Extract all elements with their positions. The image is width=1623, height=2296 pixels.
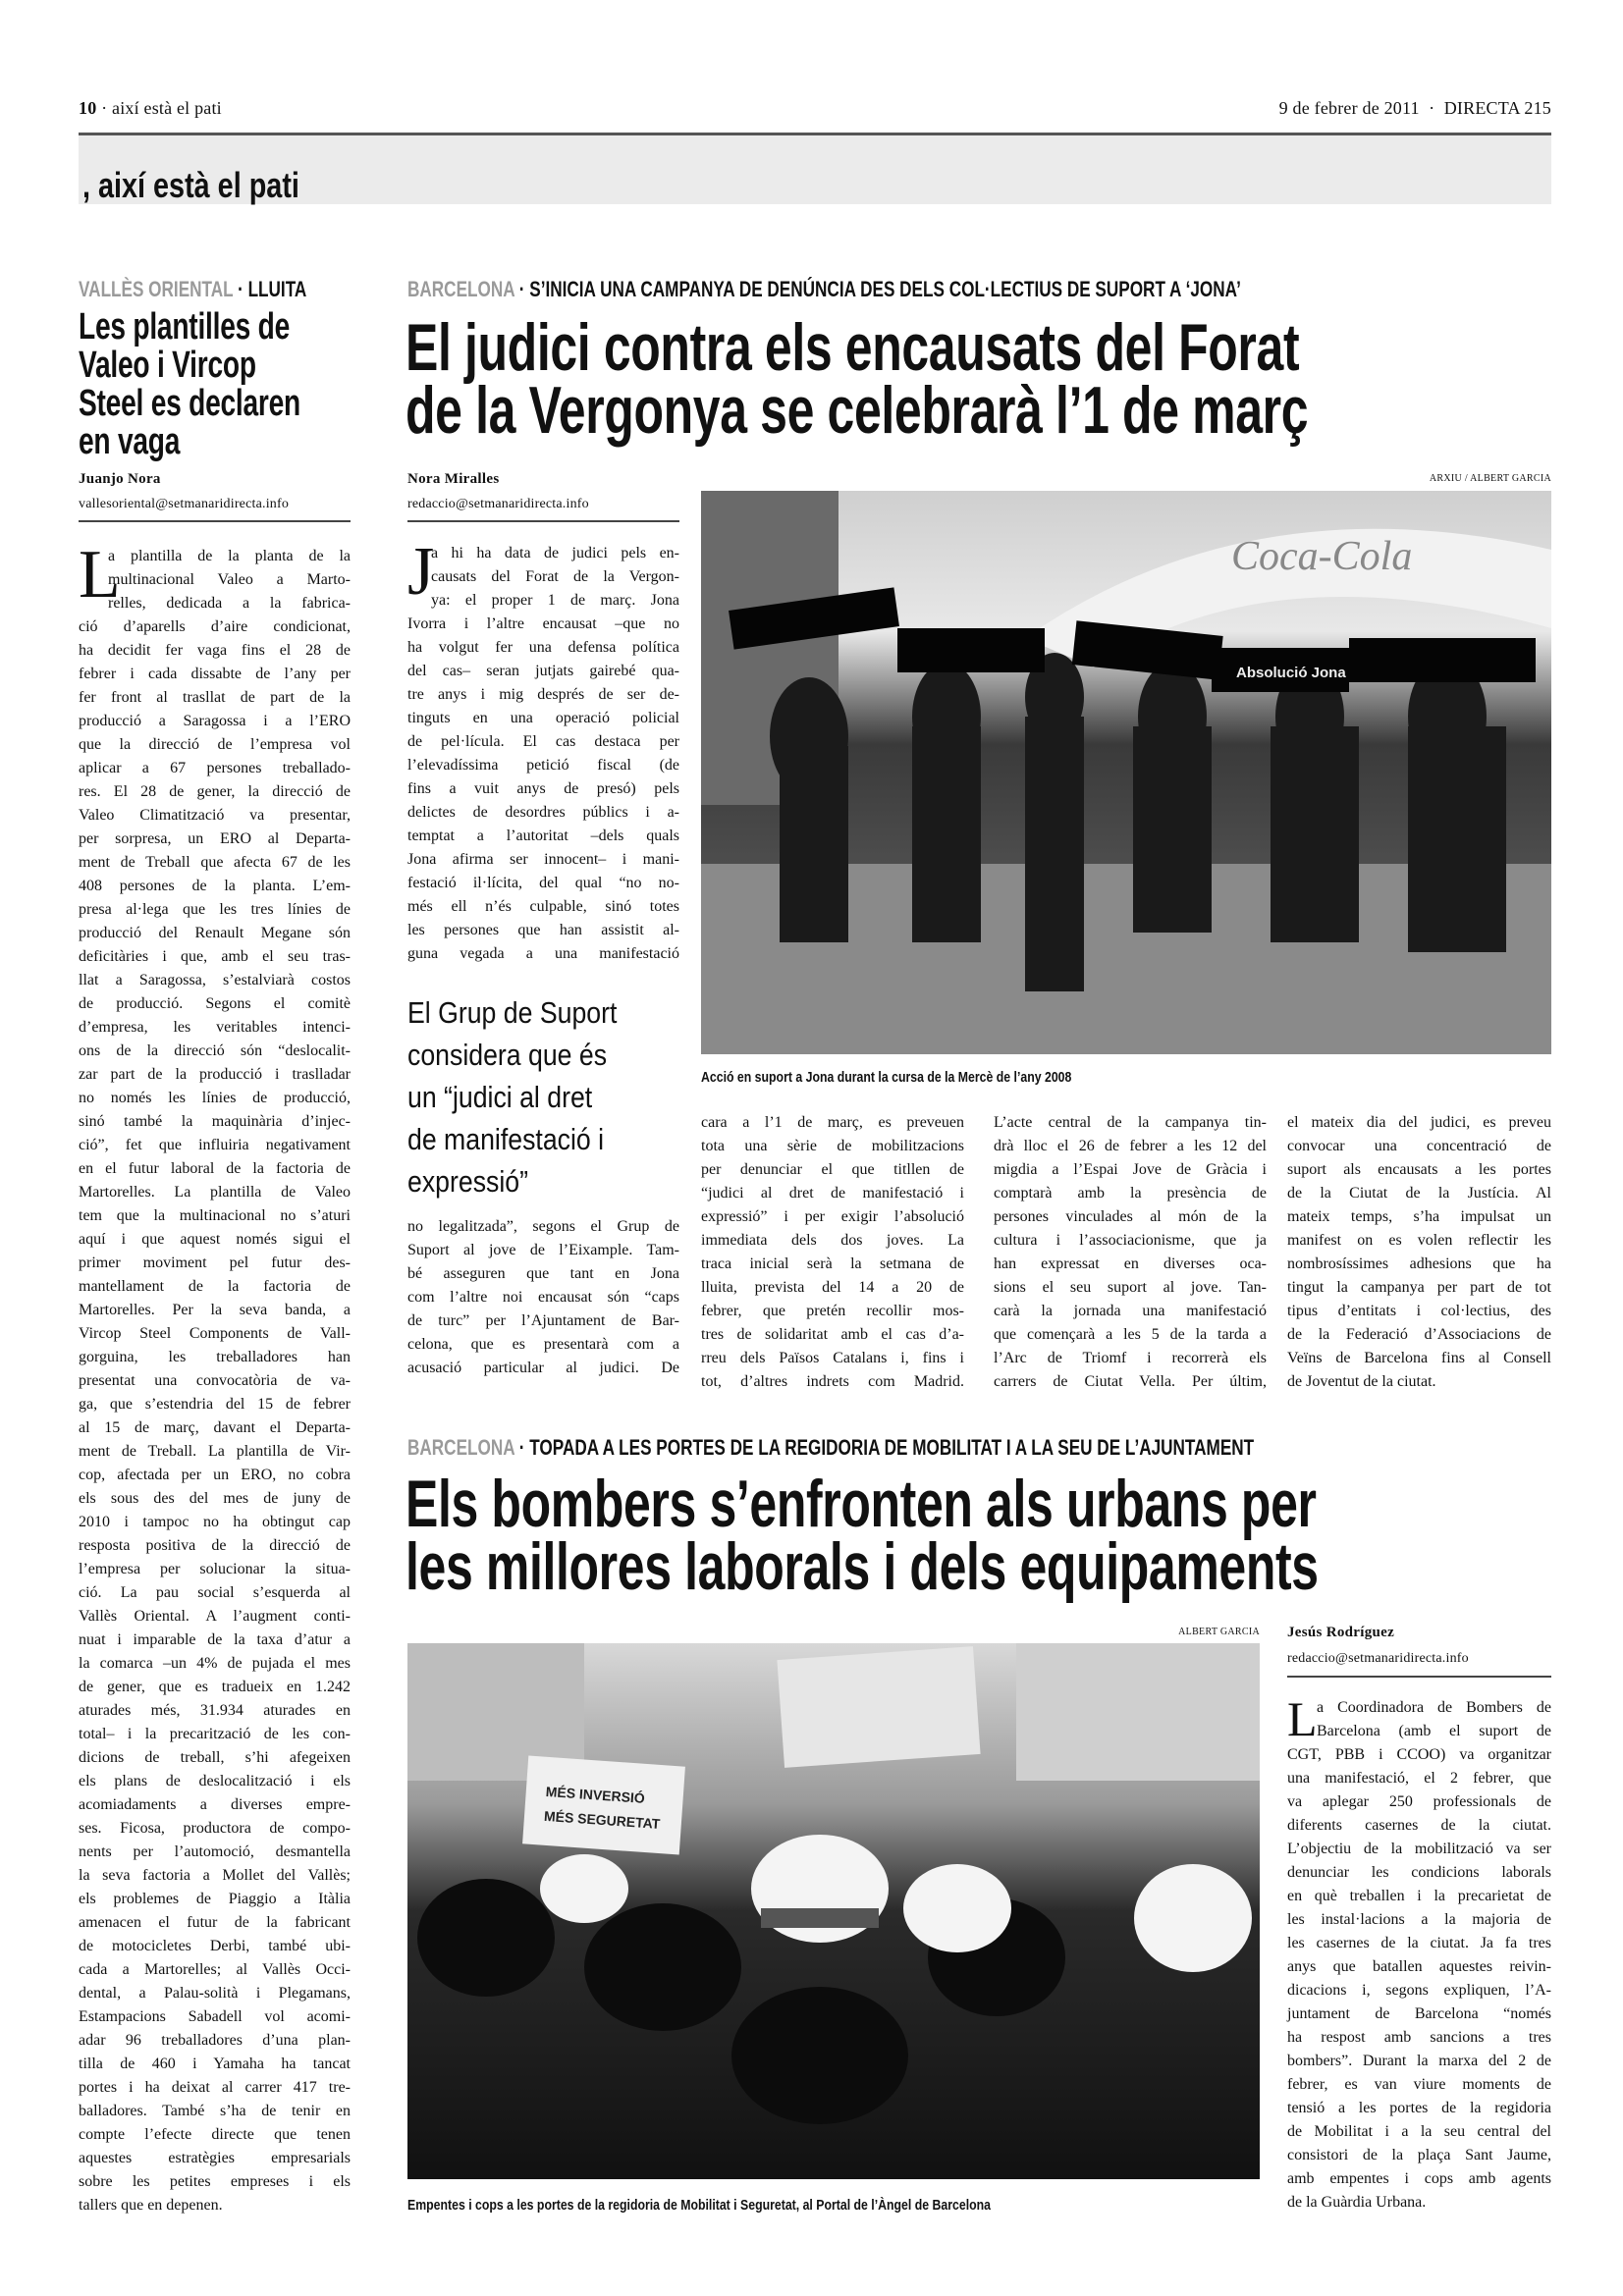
text-line: cara a l’1 de març, es preveuen <box>701 1114 964 1131</box>
drop-cap: L <box>79 537 121 613</box>
text-line: mateix temps, s’ha impulsat un <box>1287 1208 1551 1225</box>
headline-line: Els bombers s’enfronten als urbans per <box>406 1467 1317 1541</box>
bombers-article-body <box>1287 1691 1551 2215</box>
text-line: zar part de la producció i traslladar <box>79 1066 351 1083</box>
bombers-article-kicker: BARCELONA · TOPADA A LES PORTES DE LA REGIDORIA DE MOBILITAT I A LA SEU DE L’AJUNTAMENT <box>407 1435 1255 1460</box>
text-line: producció del Renault Megane són <box>79 925 351 941</box>
text-line: tallers que en depenen. <box>79 2197 223 2214</box>
jona-article-body-col1 <box>407 534 679 966</box>
author-name: Nora Miralles <box>407 471 500 487</box>
bombers-article-headline <box>406 1467 1554 1604</box>
text-line: que la direcció de l’empresa vol <box>79 736 351 753</box>
text-line: ons de la direcció són “deslocalit- <box>79 1042 351 1059</box>
text-line: traca inicial serà la setmana de <box>701 1255 964 1272</box>
text-line: drà lloc el 26 de febrer a les 12 del <box>994 1138 1267 1154</box>
text-line: no només les línies de producció, <box>79 1090 351 1106</box>
text-line: lluita, prevista del 14 a 20 de <box>701 1279 964 1296</box>
text-line: de Joventut de la ciutat. <box>1287 1373 1436 1390</box>
text-line: convocar una concentració de <box>1287 1138 1551 1154</box>
photo-lettering: MÉS SEGURETAT <box>543 1807 661 1833</box>
headline-line: Les plantilles de <box>79 306 291 347</box>
text-line: a plantilla de la planta de la <box>108 548 351 564</box>
text-line: ció d’aparells d’aire condicionat, <box>79 618 351 635</box>
text-line: tipus d’entitats i col·lectius, des <box>1287 1303 1551 1319</box>
text-line: producció a Saragossa i a l’ERO <box>79 713 351 729</box>
text-line: a hi ha data de judici pels en- <box>431 545 679 561</box>
photo-credit: ARXIU / ALBERT GARCIA <box>1429 473 1551 484</box>
text-line: migdia a l’Espai Jove de Gràcia i <box>994 1161 1267 1178</box>
drop-cap: L <box>1287 1691 1318 1746</box>
firefighters-clash-photo <box>407 1643 1260 2179</box>
text-line: la seva factoria a Mollet del Vallès; <box>79 1867 351 1884</box>
text-line: Jona afirma ser innocent– i mani- <box>407 851 679 868</box>
byline-rule <box>1287 1676 1551 1678</box>
text-line: de pel·lícula. El cas destaca per <box>407 733 679 750</box>
text-line: cada a Martorelles; al Vallès Occi- <box>79 1961 351 1978</box>
text-line: aturades més, 31.934 aturades en <box>79 1702 351 1719</box>
text-line: el mateix dia del judici, es preveu <box>1287 1114 1551 1131</box>
text-line: persones vinculades al món de la <box>994 1208 1267 1225</box>
text-line: 2010 i tampoc no ha obtingut cap <box>79 1514 351 1530</box>
text-line: de Mobilitat i a la seu central del <box>1287 2123 1551 2140</box>
text-line: anys que batallen aquestes reivin- <box>1287 1958 1551 1975</box>
text-line: Suport al jove de l’Eixample. Tam- <box>407 1242 679 1258</box>
text-line: immediata dels dos joves. La <box>701 1232 964 1249</box>
text-line: L’objectiu de la mobilització va ser <box>1287 1841 1551 1857</box>
text-line: febrer, que pretén recollir mos- <box>701 1303 964 1319</box>
text-line: total– i la precarització de les con- <box>79 1726 351 1742</box>
text-line: rreu dels Països Catalans i, fins i <box>701 1350 964 1366</box>
text-line: consistori de la plaça Sant Jaume, <box>1287 2147 1551 2163</box>
text-line: que començarà a les 5 de la tarda a <box>994 1326 1267 1343</box>
text-line: llat a Saragossa, s’estalviarà costos <box>79 972 351 988</box>
photo-lettering: Coca-Cola <box>1231 534 1413 579</box>
text-line: de turc” per l’Ajuntament de Bar- <box>407 1312 679 1329</box>
headline-line: de la Vergonya se celebrarà l’1 de març <box>406 373 1309 448</box>
jona-article-body-col2 <box>701 1111 964 1394</box>
text-line: Vallès Oriental. A l’augment conti- <box>79 1608 351 1625</box>
text-line: l’empresa per solucionar la situa- <box>79 1561 351 1577</box>
photo-credit: ALBERT GARCIA <box>1178 1627 1260 1637</box>
text-line: gorguina, les treballadores han <box>79 1349 351 1365</box>
text-line: febrer i cada dissabte de l’any per <box>79 666 351 682</box>
pull-quote-line: de manifestació i <box>407 1122 605 1156</box>
text-line: els problemes de Piaggio a Itàlia <box>79 1891 351 1907</box>
text-line: han expressat en diverses oca- <box>994 1255 1267 1272</box>
text-line: dicacions i, segons expliquen, l’A- <box>1287 1982 1551 1999</box>
photo-image <box>407 1643 1260 2179</box>
kicker-place: BARCELONA <box>407 1435 514 1460</box>
text-line: denunciar les condicions laborals <box>1287 1864 1551 1881</box>
left-article-body <box>79 537 351 2217</box>
text-line: expressió” i per exigir l’absolució <box>701 1208 964 1225</box>
jona-article-body-col3 <box>994 1111 1267 1394</box>
text-line: cultura i l’associacionisme, que ja <box>994 1232 1267 1249</box>
text-line: suport als encausats a les portes <box>1287 1161 1551 1178</box>
separator: · <box>101 98 108 118</box>
author-email[interactable]: redaccio@setmanaridirecta.info <box>1287 1651 1469 1666</box>
text-line: adar 96 treballadores d’una plan- <box>79 2032 351 2049</box>
author-email[interactable]: vallesoriental@setmanaridirecta.info <box>79 497 290 511</box>
headline-line: Steel es declaren <box>79 383 301 424</box>
text-line: amenacen el futur de la fabricant <box>79 1914 351 1931</box>
publication-issue: DIRECTA 215 <box>1443 98 1551 118</box>
page-number: 10 <box>79 98 97 118</box>
text-line: Valeo Climatització va presentar, <box>79 807 351 824</box>
text-line: ció”, fet que influiria negativament <box>79 1137 351 1153</box>
text-line: carrers de Ciutat Vella. Per últim, <box>994 1373 1267 1390</box>
text-line: de la Guàrdia Urbana. <box>1287 2194 1427 2211</box>
text-line: acusació particular al judici. De <box>407 1360 679 1376</box>
photo-caption: Empentes i cops a les portes de la regidoria de Mobilitat i Seguretat, al Portal de l’Àngel de Barcelona <box>407 2197 991 2214</box>
text-line: cop, afectada per un ERO, no cobra <box>79 1467 351 1483</box>
section-band <box>79 135 1551 204</box>
text-line: diferents casernes de la ciutat. <box>1287 1817 1551 1834</box>
text-line: mantellament de la factoria de <box>79 1278 351 1295</box>
text-line: aquí i que aquest només sigui el <box>79 1231 351 1248</box>
text-line: tre anys i mig després de ser de- <box>407 686 679 703</box>
text-line: una manifestació, el 2 febrer, que <box>1287 1770 1551 1787</box>
text-line: dicions de treball, s’hi afegeixen <box>79 1749 351 1766</box>
text-line: no legalitzada”, segons el Grup de <box>407 1218 679 1235</box>
text-line: d’empresa, les veritables intenci- <box>79 1019 351 1036</box>
text-line: va aplegar 250 professionals de <box>1287 1793 1551 1810</box>
text-line: juntament de Barcelona “només <box>1287 2005 1551 2022</box>
jona-article-kicker: BARCELONA · S’INICIA UNA CAMPANYA DE DENÚNCIA DES DELS COL·LECTIUS DE SUPORT A ‘JONA’ <box>407 277 1241 301</box>
text-line: Martorelles. Per la seva banda, a <box>79 1302 351 1318</box>
text-line: sinó també la maquinària d’injec- <box>79 1113 351 1130</box>
running-head-left <box>79 98 222 119</box>
text-line: la comarca –un 4% de pujada el mes <box>79 1655 351 1672</box>
kicker-place: VALLÈS ORIENTAL <box>79 277 234 301</box>
text-line: fer front al trasllat de part de la <box>79 689 351 706</box>
jona-article-headline <box>406 310 1554 448</box>
text-line: sions el seu suport al jove. Tan- <box>994 1279 1267 1296</box>
separator: · <box>1429 98 1435 118</box>
byline-rule <box>407 520 679 522</box>
text-line: aquestes estratègies empresarials <box>79 2150 351 2166</box>
text-line: ya: el proper 1 de març. Jona <box>431 592 679 609</box>
photo-caption: Acció en suport a Jona durant la cursa de la Mercè de l’any 2008 <box>701 1069 1072 1086</box>
text-line: ment de Treball. La plantilla de Vir- <box>79 1443 351 1460</box>
text-line: portes i ha deixat al carrer 417 tre- <box>79 2079 351 2096</box>
headline-line: El judici contra els encausats del Forat <box>406 310 1300 385</box>
text-line: resposta positiva de la direcció de <box>79 1537 351 1554</box>
text-line: nuat i imparable de la taxa d’atur a <box>79 1631 351 1648</box>
text-line: del cas– seran jutjats gairebé qua- <box>407 663 679 679</box>
headline-line: en vaga <box>79 421 181 462</box>
section-title: , així està el pati <box>82 165 299 205</box>
text-line: Martorelles. La plantilla de Valeo <box>79 1184 351 1201</box>
text-line: Barcelona (amb el suport de <box>1317 1723 1551 1739</box>
text-line: ses. Ficosa, productora de compo- <box>79 1820 351 1837</box>
text-line: CGT, PBB i CCOO) va organitzar <box>1287 1746 1551 1763</box>
text-line: Estampacions Sabadell vol acomi- <box>79 2008 351 2025</box>
text-line: L’acte central de la campanya tin- <box>994 1114 1267 1131</box>
text-line: primer moviment pel futur des- <box>79 1255 351 1271</box>
text-line: deficitàries i que, amb el seu tras- <box>79 948 351 965</box>
text-line: res. El 28 de gener, la direcció de <box>79 783 351 800</box>
text-line: bombers”. Durant la marxa del 2 de <box>1287 2053 1551 2069</box>
running-section: així està el pati <box>112 98 222 118</box>
text-line: per denunciar el que titllen de <box>701 1161 964 1178</box>
pull-quote-line: considera que és <box>407 1038 608 1072</box>
text-line: manifest on es volen reflectir les <box>1287 1232 1551 1249</box>
left-article-kicker: VALLÈS ORIENTAL · LLUITA <box>79 277 307 301</box>
text-line: tres de solidaritat amb el cas d’a- <box>701 1326 964 1343</box>
text-line: ha volgut fer una defensa política <box>407 639 679 656</box>
headline-line: Valeo i Vircop <box>79 345 256 386</box>
photo-image <box>701 491 1551 1054</box>
text-line: acomiadaments a diverses empre- <box>79 1796 351 1813</box>
photo-lettering: MÉS INVERSIÓ <box>545 1783 646 1806</box>
text-line: en el futur laboral de la factoria de <box>79 1160 351 1177</box>
text-line: tota una sèrie de mobilitzacions <box>701 1138 964 1154</box>
text-line: tingut la campanya per part de tot <box>1287 1279 1551 1296</box>
text-line: multinacional Valeo a Marto- <box>108 571 351 588</box>
text-line: festació il·lícita, del qual “no no- <box>407 875 679 891</box>
text-line: de la Ciutat de la Justícia. Al <box>1287 1185 1551 1201</box>
text-line: tot, d’altres indrets com Madrid. <box>701 1373 964 1390</box>
issue-date: 9 de febrer de 2011 <box>1278 98 1420 118</box>
text-line: per sorpresa, un ERO al Departa- <box>79 830 351 847</box>
text-line: compte l’efecte directe que tenen <box>79 2126 351 2143</box>
text-line: més ell n’és culpable, sinó totes <box>407 898 679 915</box>
text-line: presentat una convocatòria de va- <box>79 1372 351 1389</box>
jona-article-body-col4 <box>1287 1111 1551 1394</box>
text-line: amb empentes i cops amb agents <box>1287 2170 1551 2187</box>
text-line: ha decidit fer vaga fins el 28 de <box>79 642 351 659</box>
text-line: les instal·lacions a la majoria de <box>1287 1911 1551 1928</box>
text-line: sobre les petites empreses i els <box>79 2173 351 2190</box>
text-line: aplicar a 67 persones treballado- <box>79 760 351 776</box>
text-line: tilla de 460 i Yamaha ha tancat <box>79 2056 351 2072</box>
text-line: temptat a l’autoritat –dels quals <box>407 828 679 844</box>
kicker-topic: TOPADA A LES PORTES DE LA REGIDORIA DE MOBILITAT I A LA SEU DE L’AJUNTAMENT <box>529 1435 1255 1460</box>
kicker-place: BARCELONA <box>407 277 514 301</box>
author-email[interactable]: redaccio@setmanaridirecta.info <box>407 497 589 511</box>
text-line: Vircop Steel Components de Vall- <box>79 1325 351 1342</box>
text-line: causats del Forat de la Vergon- <box>431 568 679 585</box>
text-line: 408 persones de la planta. L’em- <box>79 878 351 894</box>
text-line: delictes de desordres públics i a- <box>407 804 679 821</box>
text-line: guna vegada a una manifestació <box>407 945 679 962</box>
photo-lettering: Absolució Jona <box>1236 665 1346 681</box>
text-line: carà la jornada una manifestació <box>994 1303 1267 1319</box>
text-line: Ivorra i l’altre encausat –que no <box>407 615 679 632</box>
text-line: en què treballen i la precarietat de <box>1287 1888 1551 1904</box>
text-line: nombrosíssimes adhesions que ha <box>1287 1255 1551 1272</box>
text-line: ció. La pau social s’esquerda al <box>79 1584 351 1601</box>
pull-quote-line: un “judici al dret <box>407 1080 593 1114</box>
text-line: fins a vuit anys de presó) pels <box>407 780 679 797</box>
text-line: presa al·lega que les tres línies de <box>79 901 351 918</box>
text-line: tinguts en una operació policial <box>407 710 679 726</box>
text-line: de motocicletes Derbi, també ubi- <box>79 1938 351 1954</box>
text-line: les persones que han assistit al- <box>407 922 679 938</box>
pull-quote <box>407 991 682 1202</box>
text-line: relles, dedicada a la fabrica- <box>108 595 351 612</box>
text-line: ment de Treball que afecta 67 de les <box>79 854 351 871</box>
byline-rule <box>79 520 351 522</box>
jona-article-body-col1b <box>407 1215 679 1380</box>
text-line: les casernes de la ciutat. Ja fa tres <box>1287 1935 1551 1951</box>
author-name: Jesús Rodríguez <box>1287 1625 1395 1640</box>
text-line: nents per l’automoció, desmantella <box>79 1843 351 1860</box>
text-line: com l’altre noi encausat són “caps <box>407 1289 679 1306</box>
text-line: tensió a les portes de la regidoria <box>1287 2100 1551 2116</box>
text-line: ha respost amb sancions a tres <box>1287 2029 1551 2046</box>
author-name: Juanjo Nora <box>79 471 161 487</box>
text-line: l’elevadíssima petició fiscal (de <box>407 757 679 774</box>
text-line: celona, que es presentarà com a <box>407 1336 679 1353</box>
text-line: “judici al dret de manifestació i <box>701 1185 964 1201</box>
drop-cap: J <box>407 534 435 610</box>
text-line: al 15 de març, davant el Departa- <box>79 1419 351 1436</box>
race-protest-photo <box>701 491 1551 1054</box>
text-line: a Coordinadora de Bombers de <box>1317 1699 1551 1716</box>
text-line: de gener, que es tradueix en 1.242 <box>79 1679 351 1695</box>
running-head-right <box>1279 98 1551 119</box>
text-line: bé asseguren que tant en Jona <box>407 1265 679 1282</box>
text-line: comptarà amb la presència de <box>994 1185 1267 1201</box>
left-article-headline <box>79 308 363 461</box>
text-line: de producció. Segons el comitè <box>79 995 351 1012</box>
text-line: ga, que s’estendria del 15 de febrer <box>79 1396 351 1413</box>
text-line: de la Federació d’Associacions de <box>1287 1326 1551 1343</box>
pull-quote-line: expressió” <box>407 1164 528 1199</box>
text-line: tem que la multinacional no s’aturi <box>79 1207 351 1224</box>
text-line: l’Arc de Triomf i recorrerà els <box>994 1350 1267 1366</box>
text-line: Veïns de Barcelona fins al Consell <box>1287 1350 1551 1366</box>
pull-quote-line: El Grup de Suport <box>407 995 618 1030</box>
text-line: balladores. També s’ha de tenir en <box>79 2103 351 2119</box>
kicker-topic: S’INICIA UNA CAMPANYA DE DENÚNCIA DES DELS COL·LECTIUS DE SUPORT A ‘JONA’ <box>529 277 1241 301</box>
text-line: dental, a Palau-solità i Plegamans, <box>79 1985 351 2002</box>
text-line: els plans de deslocalització i els <box>79 1773 351 1789</box>
kicker-topic: LLUITA <box>247 277 307 301</box>
headline-line: les millores laborals i dels equipaments <box>406 1529 1319 1604</box>
text-line: febrer, es van viure moments de <box>1287 2076 1551 2093</box>
text-line: els sous des del mes de juny de <box>79 1490 351 1507</box>
